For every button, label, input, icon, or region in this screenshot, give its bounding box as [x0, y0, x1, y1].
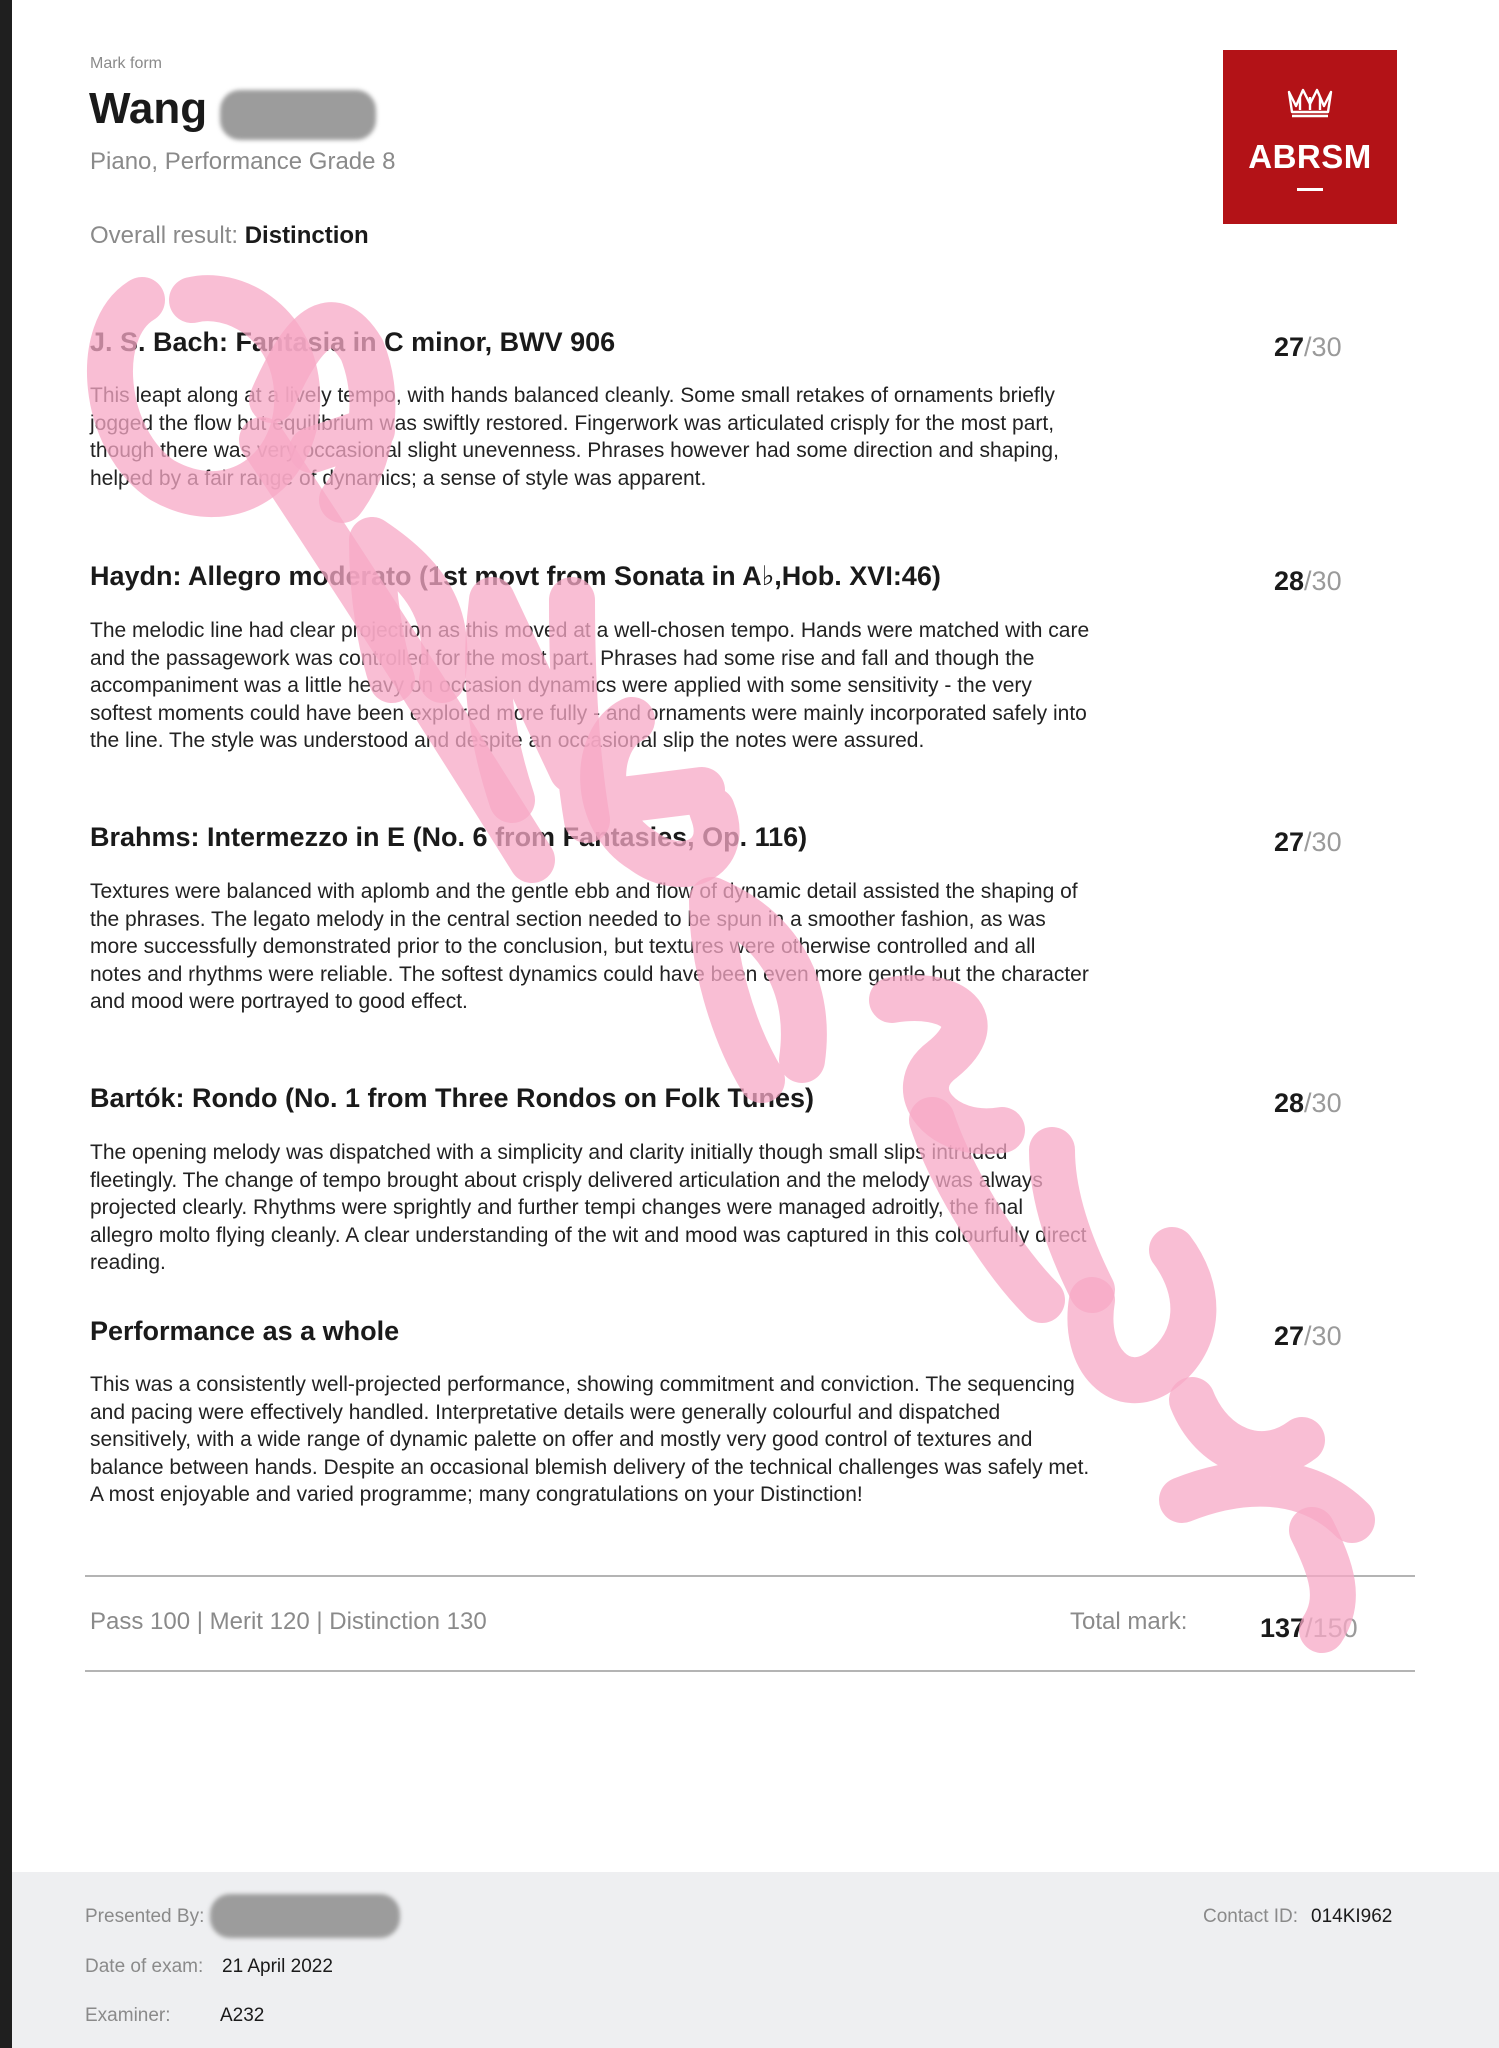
divider-top	[85, 1575, 1415, 1577]
examiner-label: Examiner:	[85, 2005, 171, 2026]
total-mark-value: 137	[1260, 1613, 1306, 1643]
section-3-comment: Textures were balanced with aplomb and the gentle ebb and flow of dynamic detail assisted the shaping of the phrases. The legato melody in the central section needed to be spun in a smoother fashion, as was more successfully demonstrated prior to the conclusion, but textures were otherwise controlled and all notes and rhythms were reliable. The softest dynamics could have been even more gentle but the character and mood were portrayed to good effect.	[90, 880, 1089, 1013]
section-4-comment: The opening melody was dispatched with a simplicity and clarity initially though small slips intruded fleetingly. The change of tempo brought about crisply delivered articulation and the melody was always projected clearly. Rhythms were sprightly and further tempi changes were managed adroitly, the final allegro molto flying cleanly. A clear understanding of the wit and mood was captured in this colourfully direct reading.	[90, 1141, 1087, 1274]
handwritten-watermark	[12, 0, 1499, 2048]
total-mark	[1260, 1613, 1358, 1644]
section-3-score-value: 27	[1274, 827, 1305, 857]
exam-date-label: Date of exam:	[85, 1956, 204, 1977]
presented-by-label: Presented By:	[85, 1906, 205, 1927]
abrsm-logo	[1223, 50, 1397, 224]
section-2-score-value: 28	[1274, 566, 1305, 596]
logo-underline	[1297, 188, 1323, 191]
section-4-title: Bartók: Rondo (No. 1 from Three Rondos on Folk Tunes)	[90, 1083, 814, 1113]
total-mark-label: Total mark:	[1070, 1608, 1188, 1635]
overall-result-label: Overall result:	[90, 222, 239, 249]
section-5-score-max: /30	[1304, 1321, 1342, 1351]
section-5-comment: This was a consistently well-projected performance, showing commitment and conviction. The sequencing and pacing were effectively handled. Interpretative details were generally colourful and dispatched sensitively, with a wide range of dynamic palette on offer and mostly very good control of textures and balance between hands. Despite an occasional blemish delivery of the technical challenges was safely met. A most enjoyable and varied programme; many congratulations on your Distinction!	[90, 1373, 1090, 1506]
section-4-score	[1274, 1088, 1342, 1119]
section-1-score-value: 27	[1274, 332, 1305, 362]
section-5-score	[1274, 1321, 1342, 1352]
section-1-score-max: /30	[1304, 332, 1342, 362]
section-2-score-max: /30	[1304, 566, 1342, 596]
exam-subject: Piano, Performance Grade 8	[90, 148, 396, 175]
section-3-score	[1274, 827, 1342, 858]
section-5-score-value: 27	[1274, 1321, 1305, 1351]
exam-date-value: 21 April 2022	[222, 1956, 333, 1977]
section-1-title: J. S. Bach: Fantasia in C minor, BWV 906	[90, 327, 616, 357]
section-2-score	[1274, 566, 1342, 597]
grade-thresholds: Pass 100 | Merit 120 | Distinction 130	[90, 1608, 487, 1635]
footer	[12, 1872, 1499, 2048]
examiner-value: A232	[220, 2005, 265, 2026]
candidate-name: Wang	[89, 84, 208, 133]
document-label: Mark form	[90, 55, 162, 72]
section-5-title: Performance as a whole	[90, 1316, 400, 1346]
total-mark-max: /150	[1305, 1613, 1358, 1643]
section-3-title: Brahms: Intermezzo in E (No. 6 from Fantasies, Op. 116)	[90, 822, 808, 852]
redacted-presenter	[210, 1894, 400, 1938]
overall-result-value: Distinction	[244, 222, 369, 249]
section-1-comment: This leapt along at a lively tempo, with hands balanced cleanly. Some small retakes of ornaments briefly jogged the flow but equilibrium was swiftly restored. Fingerwork was articulated crisply for the most part, though there was very occasional slight unevenness. Phrases however had some direction and shaping, helped by a fair range of dynamics; a sense of style was apparent.	[90, 384, 1059, 490]
redacted-surname	[220, 90, 376, 140]
section-2-comment: The melodic line had clear projection as this moved at a well-chosen tempo. Hands were matched with care and the passagework was controlled for the most part. Phrases had some rise and fall and though the accompaniment was a little heavy on occasion dynamics were applied with some sensitivity - the very softest moments could have been explored more fully - and ornaments were mainly incorporated safely into the line. The style was understood and despite an occasional slip the notes were assured.	[90, 619, 1090, 752]
contact-id-value: 014KI962	[1311, 1906, 1393, 1927]
crown-icon	[1286, 84, 1334, 118]
section-3-score-max: /30	[1304, 827, 1342, 857]
section-4-score-max: /30	[1304, 1088, 1342, 1118]
section-4-score-value: 28	[1274, 1088, 1305, 1118]
mark-form-page	[12, 0, 1499, 2048]
divider-bottom	[85, 1670, 1415, 1672]
overall-result	[90, 222, 369, 250]
contact-id-label: Contact ID:	[1203, 1906, 1299, 1927]
section-2-title: Haydn: Allegro moderato (1st movt from Sonata in A♭,Hob. XVI:46)	[90, 561, 941, 591]
section-1-score	[1274, 332, 1342, 363]
logo-text: ABRSM	[1248, 138, 1372, 175]
